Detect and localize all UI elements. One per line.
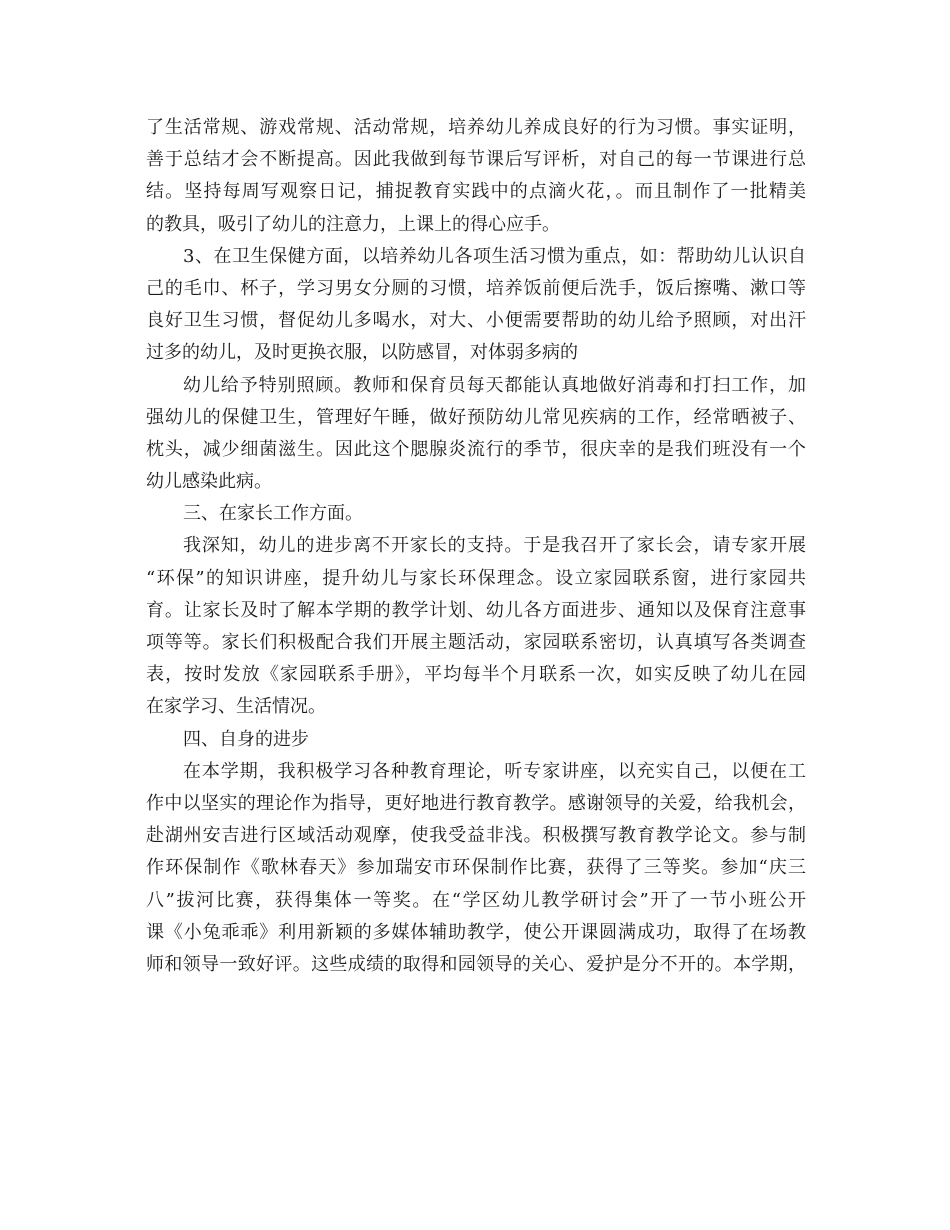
- text-line: 过多的幼儿，及时更换衣服，以防感冒，对体弱多病的: [146, 342, 578, 364]
- text-line: 师和领导一致好评。这些成绩的取得和园领导的关心、爱护是分不开的。本学期，: [146, 953, 806, 975]
- text-line: 我深知，幼儿的进步离不开家长的支持。于是我召开了家长会，请专家开展: [183, 535, 806, 557]
- text-line: 在本学期，我积极学习各种教育理论，听专家讲座，以充实自己，以便在工: [183, 760, 806, 782]
- text-line: 3、在卫生保健方面，以培养幼儿各项生活习惯为重点，如：帮助幼儿认识自: [183, 245, 806, 267]
- section-heading: 四、自身的进步: [183, 728, 309, 750]
- text-line: “环保”的知识讲座，提升幼儿与家长环保理念。设立家园联系窗，进行家园共: [146, 567, 806, 589]
- text-line: 在家学习、生活情况。: [146, 696, 326, 718]
- section-heading: 三、在家长工作方面。: [183, 503, 363, 525]
- text-line: 幼儿感染此病。: [146, 471, 272, 493]
- text-line: 结。坚持每周写观察日记，捕捉教育实践中的点滴火花，。而且制作了一批精美: [146, 181, 806, 203]
- text-line: 赴湖州安吉进行区域活动观摩，使我受益非浅。积极撰写教育教学论文。参与制: [146, 825, 806, 847]
- text-line: 了生活常规、游戏常规、活动常规，培养幼儿养成良好的行为习惯。事实证明，: [146, 117, 806, 138]
- text-line: 枕头，减少细菌滋生。因此这个腮腺炎流行的季节，很庆幸的是我们班没有一个: [146, 438, 806, 460]
- text-line: 八”拔河比赛，获得集体一等奖。在“学区幼儿教学研讨会”开了一节小班公开: [146, 889, 806, 911]
- text-line: 的教具，吸引了幼儿的注意力，上课上的得心应手。: [146, 213, 560, 235]
- text-line: 育。让家长及时了解本学期的教学计划、幼儿各方面进步、通知以及保育注意事: [146, 599, 806, 621]
- text-line: 幼儿给予特别照顾。教师和保育员每天都能认真地做好消毒和打扫工作，加: [183, 374, 806, 396]
- text-line: 己的毛巾、杯子，学习男女分厕的习惯，培养饭前便后洗手，饭后擦嘴、漱口等: [146, 277, 806, 299]
- text-line: 作环保制作《歌林春天》参加瑞安市环保制作比赛，获得了三等奖。参加“庆三: [146, 857, 806, 879]
- text-line: 项等等。家长们积极配合我们开展主题活动，家园联系密切，认真填写各类调查: [146, 632, 806, 653]
- text-line: 课《小兔乖乖》利用新颖的多媒体辅助教学，使公开课圆满成功，取得了在场教: [146, 921, 806, 943]
- text-line: 善于总结才会不断提高。因此我做到每节课后写评析，对自己的每一节课进行总: [146, 149, 806, 171]
- text-line: 强幼儿的保健卫生，管理好午睡，做好预防幼儿常见疾病的工作，经常晒被子、: [146, 406, 806, 428]
- text-line: 作中以坚实的理论作为指导，更好地进行教育教学。感谢领导的关爱，给我机会，: [146, 792, 806, 814]
- text-line: 良好卫生习惯，督促幼儿多喝水，对大、小便需要帮助的幼儿给予照顾，对出汗: [146, 310, 806, 332]
- document-body: [146, 112, 806, 981]
- text-line: 表，按时发放《家园联系手册》，平均每半个月联系一次，如实反映了幼儿在园: [146, 664, 806, 686]
